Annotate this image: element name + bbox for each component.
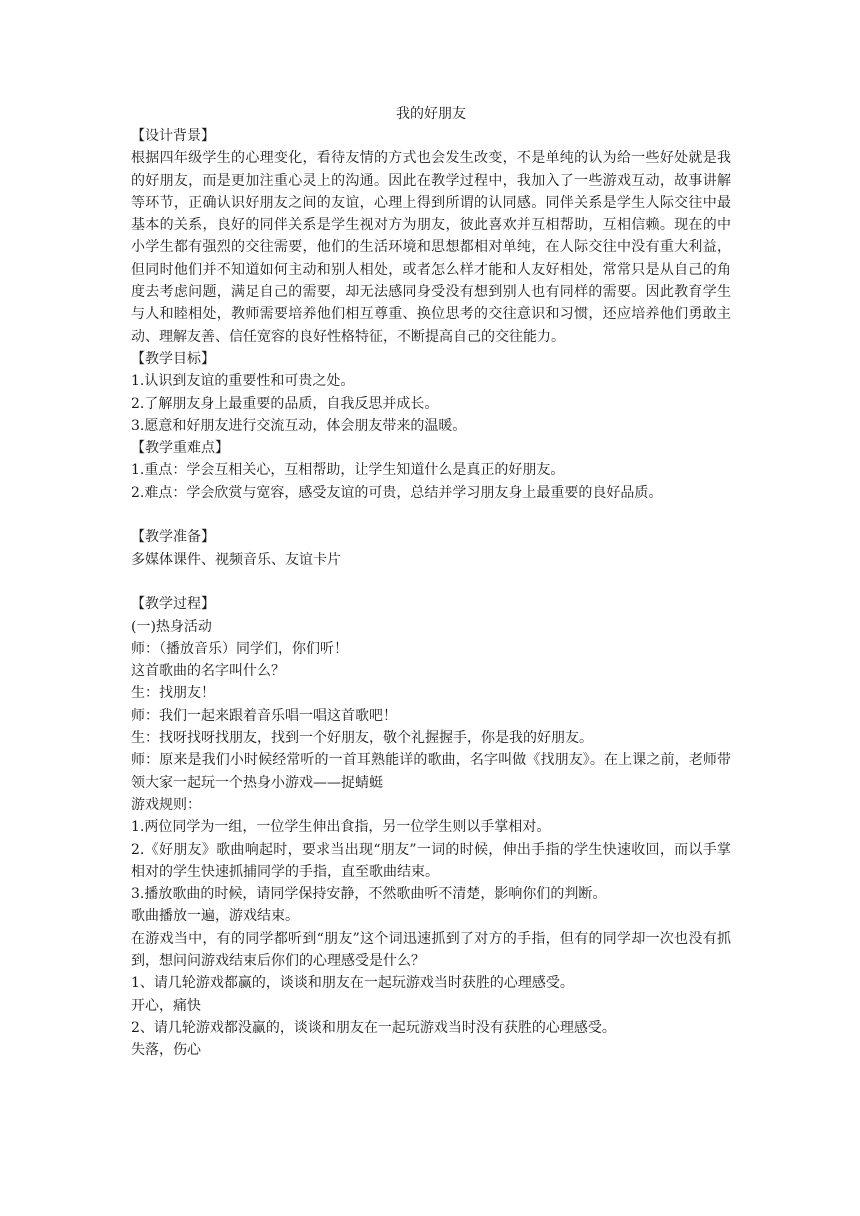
blank-line bbox=[131, 571, 731, 593]
key-point-item: 2.难点：学会欣赏与宽容，感受友谊的可贵，总结并学习朋友身上最重要的良好品质。 bbox=[131, 484, 663, 501]
background-paragraph: 根据四年级学生的心理变化，看待友情的方式也会发生改变，不是单纯的认为给一些好处就是我的好朋友，而是更加注重心灵上的沟通。因此在教学过程中，我加入了一些游戏互动，故事讲解等环节，正确认识好朋友之间的友谊，心理上得到所谓的认同感。同伴关系是学生人际交往中最基本的关系，良好的同伴关系是学生视对方为朋友，彼此喜欢并互相帮助，互相信赖。现在的中小学生都有强烈的交往需要，他们的生活环境和思想都相对单纯，在人际交往中没有重大利益，但同时他们并不知道如何主动和别人相处，或者怎么样才能和人友好相处，常常只是从自己的角度去考虑问题，满足自己的需要，却无法感同身受没有想到别人也有同样的需要。因此教育学生与人和睦相处，教师需要培养他们相互尊重、换位思考的交往意识和习惯，还应培养他们勇敢主动、理解友善、信任宽容的良好性格特征，不断提高自己的交往能力。 bbox=[131, 150, 731, 345]
process-intro-paragraph: 师：原来是我们小时候经常听的一首耳熟能详的歌曲，名字叫做《找朋友》。在上课之前，老师带领大家一起玩一个热身小游戏——捉蜻蜓 bbox=[131, 752, 731, 791]
section-heading-preparation: 【教学准备】 bbox=[131, 529, 215, 546]
section-heading-background: 【设计背景】 bbox=[131, 128, 215, 144]
process-line: 生：找朋友！ bbox=[131, 685, 215, 702]
answer-item: 开心，痛快 bbox=[131, 997, 201, 1014]
document-title: 我的好朋友 bbox=[396, 106, 466, 122]
process-line: 师：我们一起来跟着音乐唱一唱这首歌吧！ bbox=[131, 707, 397, 724]
blank-line bbox=[131, 504, 731, 526]
answer-item: 失落，伤心 bbox=[131, 1042, 201, 1059]
process-line: 生：找呀找呀找朋友，找到一个好朋友，敬个礼握握手，你是我的好朋友。 bbox=[131, 730, 593, 747]
game-rule-item: 3.播放歌曲的时候，请同学保持安静，不然歌曲听不清楚，影响你们的判断。 bbox=[131, 886, 607, 903]
section-heading-process: 【教学过程】 bbox=[131, 596, 215, 613]
goal-item: 1.认识到友谊的重要性和可贵之处。 bbox=[131, 373, 355, 390]
process-line: (一)热身活动 bbox=[131, 618, 212, 635]
question-item: 1、请几轮游戏都赢的，谈谈和朋友在一起玩游戏当时获胜的心理感受。 bbox=[131, 975, 574, 992]
section-heading-key-points: 【教学重难点】 bbox=[131, 440, 229, 457]
question-item: 2、请几轮游戏都没赢的，谈谈和朋友在一起玩游戏当时没有获胜的心理感受。 bbox=[131, 1019, 616, 1036]
goal-item: 2.了解朋友身上最重要的品质，自我反思并成长。 bbox=[131, 395, 439, 412]
section-heading-goals: 【教学目标】 bbox=[131, 350, 215, 367]
process-line: 这首歌曲的名字叫什么？ bbox=[131, 663, 285, 680]
goal-item: 3.愿意和好朋友进行交流互动，体会朋友带来的温暖。 bbox=[131, 417, 467, 434]
reflection-question: 在游戏当中，有的同学都听到“朋友”这个词迅速抓到了对方的手指，但有的同学却一次也没有抓到，想问问游戏结束后你们的心理感受是什么？ bbox=[131, 930, 731, 969]
key-point-item: 1.重点：学会互相关心，互相帮助，让学生知道什么是真正的好朋友。 bbox=[131, 462, 565, 479]
document-page bbox=[131, 103, 731, 1061]
game-rule-item: 1.两位同学为一组，一位学生伸出食指，另一位学生则以手掌相对。 bbox=[131, 819, 551, 836]
preparation-text: 多媒体课件、视频音乐、友谊卡片 bbox=[131, 551, 341, 568]
process-line: 师：（播放音乐）同学们，你们听！ bbox=[131, 640, 348, 657]
game-rule-item: 2.《好朋友》歌曲响起时，要求当出现“朋友”一词的时候，伸出手指的学生快速收回，而以手掌相对的学生快速抓捕同学的手指，直至歌曲结束。 bbox=[131, 841, 731, 880]
game-end-text: 歌曲播放一遍，游戏结束。 bbox=[131, 908, 299, 925]
game-rules-label: 游戏规则： bbox=[131, 796, 201, 813]
